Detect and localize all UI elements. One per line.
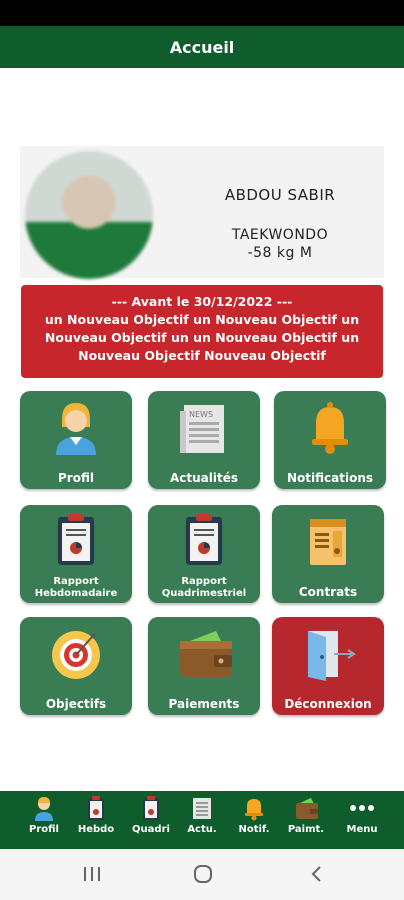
- nav-item-notif[interactable]: Notif.: [229, 791, 279, 849]
- app-header: [0, 26, 404, 68]
- tile-label: Rapport Quadrimestriel: [161, 576, 247, 599]
- profile-card[interactable]: [20, 146, 384, 278]
- report-clipboard-icon: [84, 795, 108, 821]
- target-icon: [48, 623, 104, 683]
- profile-weight-category: -58 kg M: [247, 245, 313, 261]
- tile-label: Déconnexion: [284, 697, 372, 711]
- tile-objectifs[interactable]: [20, 617, 132, 715]
- home-icon[interactable]: [191, 864, 215, 884]
- nav-item-hebdo[interactable]: Hebdo: [71, 791, 121, 849]
- nav-item-menu[interactable]: Menu: [337, 791, 387, 849]
- tile-deconnexion[interactable]: [272, 617, 384, 715]
- tile-actualites[interactable]: [148, 391, 260, 489]
- page-title: Accueil: [169, 37, 235, 57]
- report-clipboard-icon: [139, 795, 163, 821]
- nav-item-actu[interactable]: Actu.: [177, 791, 227, 849]
- alert-text-line: un Nouveau Objectif un Nouveau Objectif un: [44, 312, 360, 327]
- contract-icon: [300, 511, 356, 571]
- tile-label: Paiements: [168, 697, 240, 711]
- profile-sport: TAEKWONDO: [231, 227, 329, 243]
- nav-item-paimt[interactable]: Paimt.: [281, 791, 331, 849]
- tile-label: Notifications: [286, 471, 374, 485]
- newspaper-icon: [190, 795, 214, 821]
- profile-sport-category: [205, 226, 355, 262]
- bottom-navigation: [0, 791, 404, 849]
- logout-door-icon: [300, 623, 360, 683]
- tile-profil[interactable]: [20, 391, 132, 489]
- tile-rapport-hebdomadaire[interactable]: [20, 505, 132, 603]
- alert-text-line: Nouveau Objectif Nouveau Objectif: [78, 348, 326, 363]
- profile-name: ABDOU SABIR: [224, 186, 336, 204]
- system-navigation-bar: [0, 849, 404, 900]
- report-clipboard-icon: [176, 511, 232, 571]
- tile-label: Actualités: [169, 471, 239, 485]
- person-icon: [32, 795, 56, 821]
- tile-label: Profil: [58, 471, 94, 485]
- tile-label: Contrats: [298, 585, 358, 599]
- wallet-icon: [176, 623, 236, 683]
- svg-text:NEWS: NEWS: [189, 410, 214, 419]
- nav-item-profil[interactable]: Profil: [19, 791, 69, 849]
- back-icon[interactable]: [305, 864, 329, 884]
- tile-contrats[interactable]: [272, 505, 384, 603]
- status-bar: [0, 0, 404, 26]
- avatar: [25, 151, 153, 279]
- newspaper-icon: [176, 397, 232, 457]
- more-dots-icon: [350, 795, 374, 821]
- objective-alert-banner: [21, 285, 383, 378]
- tile-paiements[interactable]: [148, 617, 260, 715]
- tile-notifications[interactable]: [274, 391, 386, 489]
- tile-rapport-quadrimestriel[interactable]: [148, 505, 260, 603]
- tile-label: Objectifs: [45, 697, 107, 711]
- person-icon: [48, 397, 104, 457]
- nav-item-quadri[interactable]: Quadri: [126, 791, 176, 849]
- tile-label: Rapport Hebdomadaire: [34, 576, 118, 599]
- report-clipboard-icon: [48, 511, 104, 571]
- bell-icon: [302, 397, 358, 457]
- alert-deadline: --- Avant le 30/12/2022 ---: [111, 294, 293, 309]
- wallet-icon: [294, 795, 320, 821]
- alert-text-line: Nouveau Objectif un un Nouveau Objectif un: [44, 330, 360, 345]
- recent-apps-icon[interactable]: [80, 864, 104, 884]
- bell-icon: [242, 795, 266, 821]
